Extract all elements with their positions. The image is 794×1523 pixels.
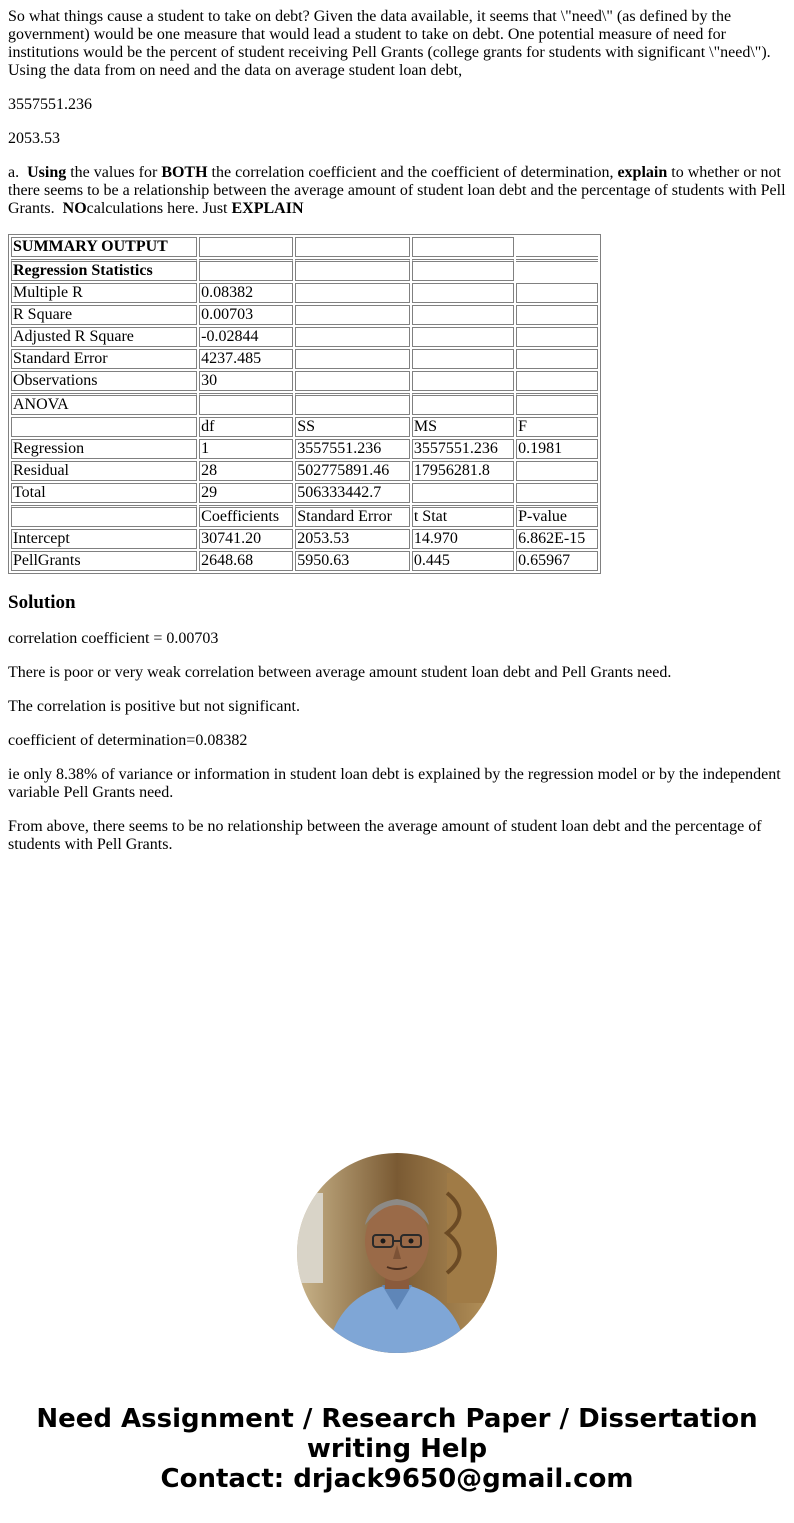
table-row bbox=[11, 305, 598, 325]
reg-stats-title-row bbox=[11, 259, 598, 281]
table-row bbox=[11, 439, 598, 459]
stat-label: Adjusted R Square bbox=[11, 327, 197, 347]
column-header: F bbox=[516, 417, 598, 437]
column-header: Coefficients bbox=[199, 505, 293, 527]
table-cell: 14.970 bbox=[412, 529, 514, 549]
stat-value: 30 bbox=[199, 371, 293, 391]
table-cell bbox=[516, 483, 598, 503]
table-row bbox=[11, 371, 598, 391]
tutor-avatar bbox=[297, 1153, 497, 1353]
table-cell: 0.445 bbox=[412, 551, 514, 571]
question-value-1: 3557551.236 bbox=[8, 96, 92, 113]
column-header: SS bbox=[295, 417, 410, 437]
question-part-a bbox=[8, 164, 788, 218]
promo-line-1: Need Assignment / Research Paper / Dissertation bbox=[36, 1404, 758, 1434]
table-cell: PellGrants bbox=[11, 551, 197, 571]
stat-label: R Square bbox=[11, 305, 197, 325]
part-a-bold-no: NO bbox=[62, 200, 87, 217]
part-a-prefix: a. bbox=[8, 164, 28, 181]
stat-value: 0.00703 bbox=[199, 305, 293, 325]
table-cell: 502775891.46 bbox=[295, 461, 410, 481]
part-a-bold-explain: explain bbox=[617, 164, 668, 181]
table-row bbox=[11, 483, 598, 503]
part-a-text-3: to whether or not there seems to be a relationship between the average amount of student loan debt and the percentage of students with Pell Grants. bbox=[8, 164, 790, 217]
table-cell: 29 bbox=[199, 483, 293, 503]
table-row bbox=[11, 551, 598, 571]
table-row bbox=[11, 349, 598, 369]
column-header bbox=[11, 417, 197, 437]
table-cell: 506333442.7 bbox=[295, 483, 410, 503]
solution-line: correlation coefficient = 0.00703 bbox=[8, 630, 219, 647]
table-cell: Regression bbox=[11, 439, 197, 459]
table-cell: 3557551.236 bbox=[412, 439, 514, 459]
part-a-bold-using: Using bbox=[27, 164, 67, 181]
summary-title-row bbox=[11, 237, 598, 257]
table-row bbox=[11, 461, 598, 481]
column-header: Standard Error bbox=[295, 505, 410, 527]
table-cell bbox=[412, 483, 514, 503]
summary-title: SUMMARY OUTPUT bbox=[11, 237, 197, 257]
table-cell: 3557551.236 bbox=[295, 439, 410, 459]
table-cell: 2053.53 bbox=[295, 529, 410, 549]
table-cell: 0.65967 bbox=[516, 551, 598, 571]
column-header bbox=[11, 505, 197, 527]
table-cell: 6.862E-15 bbox=[516, 529, 598, 549]
reg-stats-title: Regression Statistics bbox=[11, 259, 197, 281]
table-cell: Intercept bbox=[11, 529, 197, 549]
part-a-text-2: the correlation coefficient and the coefficient of determination, bbox=[207, 164, 618, 181]
stat-value: -0.02844 bbox=[199, 327, 293, 347]
solution-line: ie only 8.38% of variance or information in student loan debt is explained by the regression model or by the independent variable Pell Grants need. bbox=[8, 766, 781, 801]
solution-section bbox=[8, 594, 788, 854]
table-cell bbox=[516, 461, 598, 481]
table-cell: Total bbox=[11, 483, 197, 503]
table-cell: Residual bbox=[11, 461, 197, 481]
table-cell: 28 bbox=[199, 461, 293, 481]
part-a-bold-explain-caps: EXPLAIN bbox=[231, 200, 304, 217]
table-cell: 30741.20 bbox=[199, 529, 293, 549]
solution-line: There is poor or very weak correlation between average amount student loan debt and Pell Grants need. bbox=[8, 664, 672, 681]
table-row bbox=[11, 529, 598, 549]
part-a-bold-both: BOTH bbox=[161, 164, 208, 181]
column-header: df bbox=[199, 417, 293, 437]
table-cell: 0.1981 bbox=[516, 439, 598, 459]
table-row bbox=[11, 327, 598, 347]
document-body bbox=[8, 8, 788, 870]
solution-line: The correlation is positive but not significant. bbox=[8, 698, 300, 715]
stat-label: Standard Error bbox=[11, 349, 197, 369]
part-a-text-4: calculations here. Just bbox=[86, 200, 232, 217]
anova-title: ANOVA bbox=[11, 393, 197, 415]
column-header: P-value bbox=[516, 505, 598, 527]
question-intro: So what things cause a student to take on debt? Given the data available, it seems that \"need\" (as defined by the government) would be one measure that would lead a student to take on debt. One potential measure of need for institutions would be the percent of student receiving Pell Grants (college grants for students with significant \"need\"). Using the data from on need and the data on average student loan debt, bbox=[8, 8, 771, 79]
column-header: MS bbox=[412, 417, 514, 437]
solution-line: From above, there seems to be no relationship between the average amount of student loan debt and the percentage of students with Pell Grants. bbox=[8, 818, 762, 853]
summary-output-table bbox=[8, 234, 601, 574]
promo-line-2: writing Help bbox=[306, 1434, 488, 1464]
part-a-text-1: the values for bbox=[66, 164, 162, 181]
table-row bbox=[11, 283, 598, 303]
table-cell: 2648.68 bbox=[199, 551, 293, 571]
promo-contact: Contact: drjack9650@gmail.com bbox=[160, 1464, 634, 1494]
solution-line: coefficient of determination=0.08382 bbox=[8, 732, 248, 749]
stat-value: 4237.485 bbox=[199, 349, 293, 369]
table-cell: 5950.63 bbox=[295, 551, 410, 571]
tutor-portrait-image bbox=[297, 1153, 497, 1353]
stat-label: Observations bbox=[11, 371, 197, 391]
solution-heading: Solution bbox=[8, 592, 76, 613]
anova-title-row bbox=[11, 393, 598, 415]
anova-header-row bbox=[11, 417, 598, 437]
table-cell: 17956281.8 bbox=[412, 461, 514, 481]
table-cell: 1 bbox=[199, 439, 293, 459]
promo-banner bbox=[0, 1404, 794, 1494]
stat-value: 0.08382 bbox=[199, 283, 293, 303]
stat-label: Multiple R bbox=[11, 283, 197, 303]
coef-header-row bbox=[11, 505, 598, 527]
question-value-2: 2053.53 bbox=[8, 130, 60, 147]
column-header: t Stat bbox=[412, 505, 514, 527]
